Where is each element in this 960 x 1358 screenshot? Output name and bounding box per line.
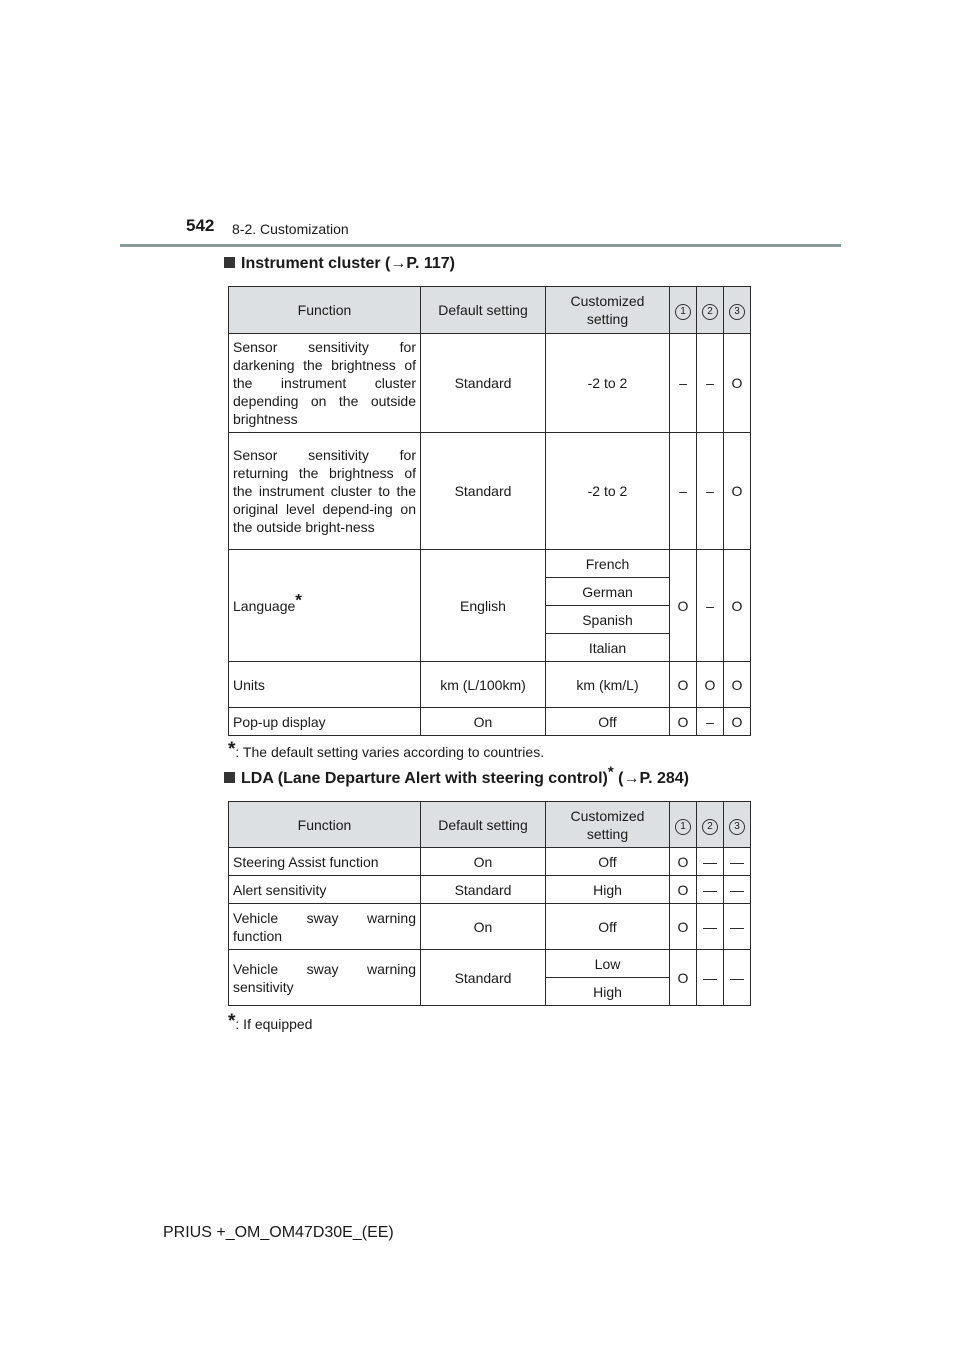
table-row xyxy=(229,950,751,978)
custom-cell: Off xyxy=(546,848,670,876)
col3-cell: — xyxy=(724,848,751,876)
circled-3-icon: 3 xyxy=(729,819,745,835)
default-cell: km (L/100km) xyxy=(421,662,546,708)
column-header: Customized setting xyxy=(546,287,670,334)
heading-text: Instrument cluster (→P. 117) xyxy=(241,255,455,272)
header-divider xyxy=(120,244,841,247)
section-heading-lda xyxy=(224,763,689,788)
col2-cell: – xyxy=(697,334,724,433)
col1-cell: O xyxy=(670,662,697,708)
function-cell: Sensor sensitivity for returning the brightness of the instrument cluster to the original level depend-ing on the outside bright-ness xyxy=(229,433,421,550)
square-bullet-icon xyxy=(224,257,235,268)
footnote-countries xyxy=(228,741,544,763)
table-row xyxy=(229,708,751,736)
document-id: PRIUS +_OM_OM47D30E_(EE) xyxy=(163,1224,394,1241)
table-row xyxy=(229,904,751,950)
function-cell: Units xyxy=(229,662,421,708)
circled-2-icon: 2 xyxy=(702,819,718,835)
col2-cell: — xyxy=(697,950,724,1006)
asterisk-mark: * xyxy=(228,1011,236,1032)
table-row xyxy=(229,334,751,433)
col2-cell: – xyxy=(697,550,724,662)
col3-cell: O xyxy=(724,708,751,736)
page-number: 542 xyxy=(186,216,215,235)
function-cell: Vehicle sway warning function xyxy=(229,904,421,950)
default-cell: Standard xyxy=(421,433,546,550)
column-header xyxy=(724,287,751,334)
col1-cell: O xyxy=(670,550,697,662)
column-header xyxy=(697,287,724,334)
function-cell: Alert sensitivity xyxy=(229,876,421,904)
circled-3-icon: 3 xyxy=(729,304,745,320)
col2-cell: – xyxy=(697,433,724,550)
col1-cell: – xyxy=(670,334,697,433)
function-cell: Vehicle sway warning sensitivity xyxy=(229,950,421,1006)
column-header xyxy=(724,802,751,848)
col3-cell: — xyxy=(724,950,751,1006)
column-header: Customized setting xyxy=(546,802,670,848)
column-header xyxy=(697,802,724,848)
column-header: Function xyxy=(229,287,421,334)
col2-cell: — xyxy=(697,904,724,950)
custom-cell: Off xyxy=(546,904,670,950)
col1-cell: O xyxy=(670,950,697,1006)
table-header-row xyxy=(229,287,751,334)
instrument-cluster-table xyxy=(228,286,751,736)
col3-cell: O xyxy=(724,662,751,708)
column-header: Default setting xyxy=(421,802,546,848)
table-row xyxy=(229,550,751,578)
heading-ref: (→P. 284) xyxy=(613,770,689,787)
default-cell: On xyxy=(421,848,546,876)
function-cell: Pop-up display xyxy=(229,708,421,736)
custom-cell: German xyxy=(546,578,670,606)
lda-table xyxy=(228,801,751,1006)
default-cell: Standard xyxy=(421,876,546,904)
col2-cell: O xyxy=(697,662,724,708)
col3-cell: — xyxy=(724,876,751,904)
circled-1-icon: 1 xyxy=(675,304,691,320)
col1-cell: O xyxy=(670,904,697,950)
default-cell: On xyxy=(421,708,546,736)
function-cell: Language* xyxy=(229,550,421,662)
table-row xyxy=(229,848,751,876)
column-header: Function xyxy=(229,802,421,848)
col2-cell: – xyxy=(697,708,724,736)
heading-text: LDA (Lane Departure Alert with steering control) xyxy=(241,770,608,787)
function-cell: Sensor sensitivity for darkening the brightness of the instrument cluster depending on the outside brightness xyxy=(229,334,421,433)
col3-cell: O xyxy=(724,550,751,662)
circled-2-icon: 2 xyxy=(702,304,718,320)
col3-cell: — xyxy=(724,904,751,950)
custom-cell: High xyxy=(546,876,670,904)
table-header-row xyxy=(229,802,751,848)
col2-cell: — xyxy=(697,876,724,904)
asterisk-mark: * xyxy=(607,763,614,781)
table-row xyxy=(229,662,751,708)
asterisk-mark: * xyxy=(295,589,302,609)
table-row xyxy=(229,433,751,550)
custom-cell: Spanish xyxy=(546,606,670,634)
custom-cell: High xyxy=(546,978,670,1006)
column-header: Default setting xyxy=(421,287,546,334)
footnote-text: : The default setting varies according to countries. xyxy=(235,744,545,760)
custom-cell: Off xyxy=(546,708,670,736)
square-bullet-icon xyxy=(224,772,235,783)
col1-cell: – xyxy=(670,433,697,550)
footnote-if-equipped xyxy=(228,1013,312,1035)
default-cell: English xyxy=(421,550,546,662)
column-header xyxy=(670,802,697,848)
circled-1-icon: 1 xyxy=(675,819,691,835)
custom-cell: French xyxy=(546,550,670,578)
default-cell: Standard xyxy=(421,334,546,433)
custom-cell: km (km/L) xyxy=(546,662,670,708)
asterisk-mark: * xyxy=(228,739,236,760)
col1-cell: O xyxy=(670,708,697,736)
custom-cell: Low xyxy=(546,950,670,978)
custom-cell: -2 to 2 xyxy=(546,334,670,433)
custom-cell: Italian xyxy=(546,634,670,662)
default-cell: On xyxy=(421,904,546,950)
col2-cell: — xyxy=(697,848,724,876)
default-cell: Standard xyxy=(421,950,546,1006)
section-heading-instrument-cluster xyxy=(224,255,455,273)
col3-cell: O xyxy=(724,433,751,550)
column-header xyxy=(670,287,697,334)
section-label: 8-2. Customization xyxy=(232,221,349,237)
col3-cell: O xyxy=(724,334,751,433)
footnote-text: : If equipped xyxy=(235,1016,313,1032)
col1-cell: O xyxy=(670,848,697,876)
custom-cell: -2 to 2 xyxy=(546,433,670,550)
function-cell: Steering Assist function xyxy=(229,848,421,876)
table-row xyxy=(229,876,751,904)
col1-cell: O xyxy=(670,876,697,904)
